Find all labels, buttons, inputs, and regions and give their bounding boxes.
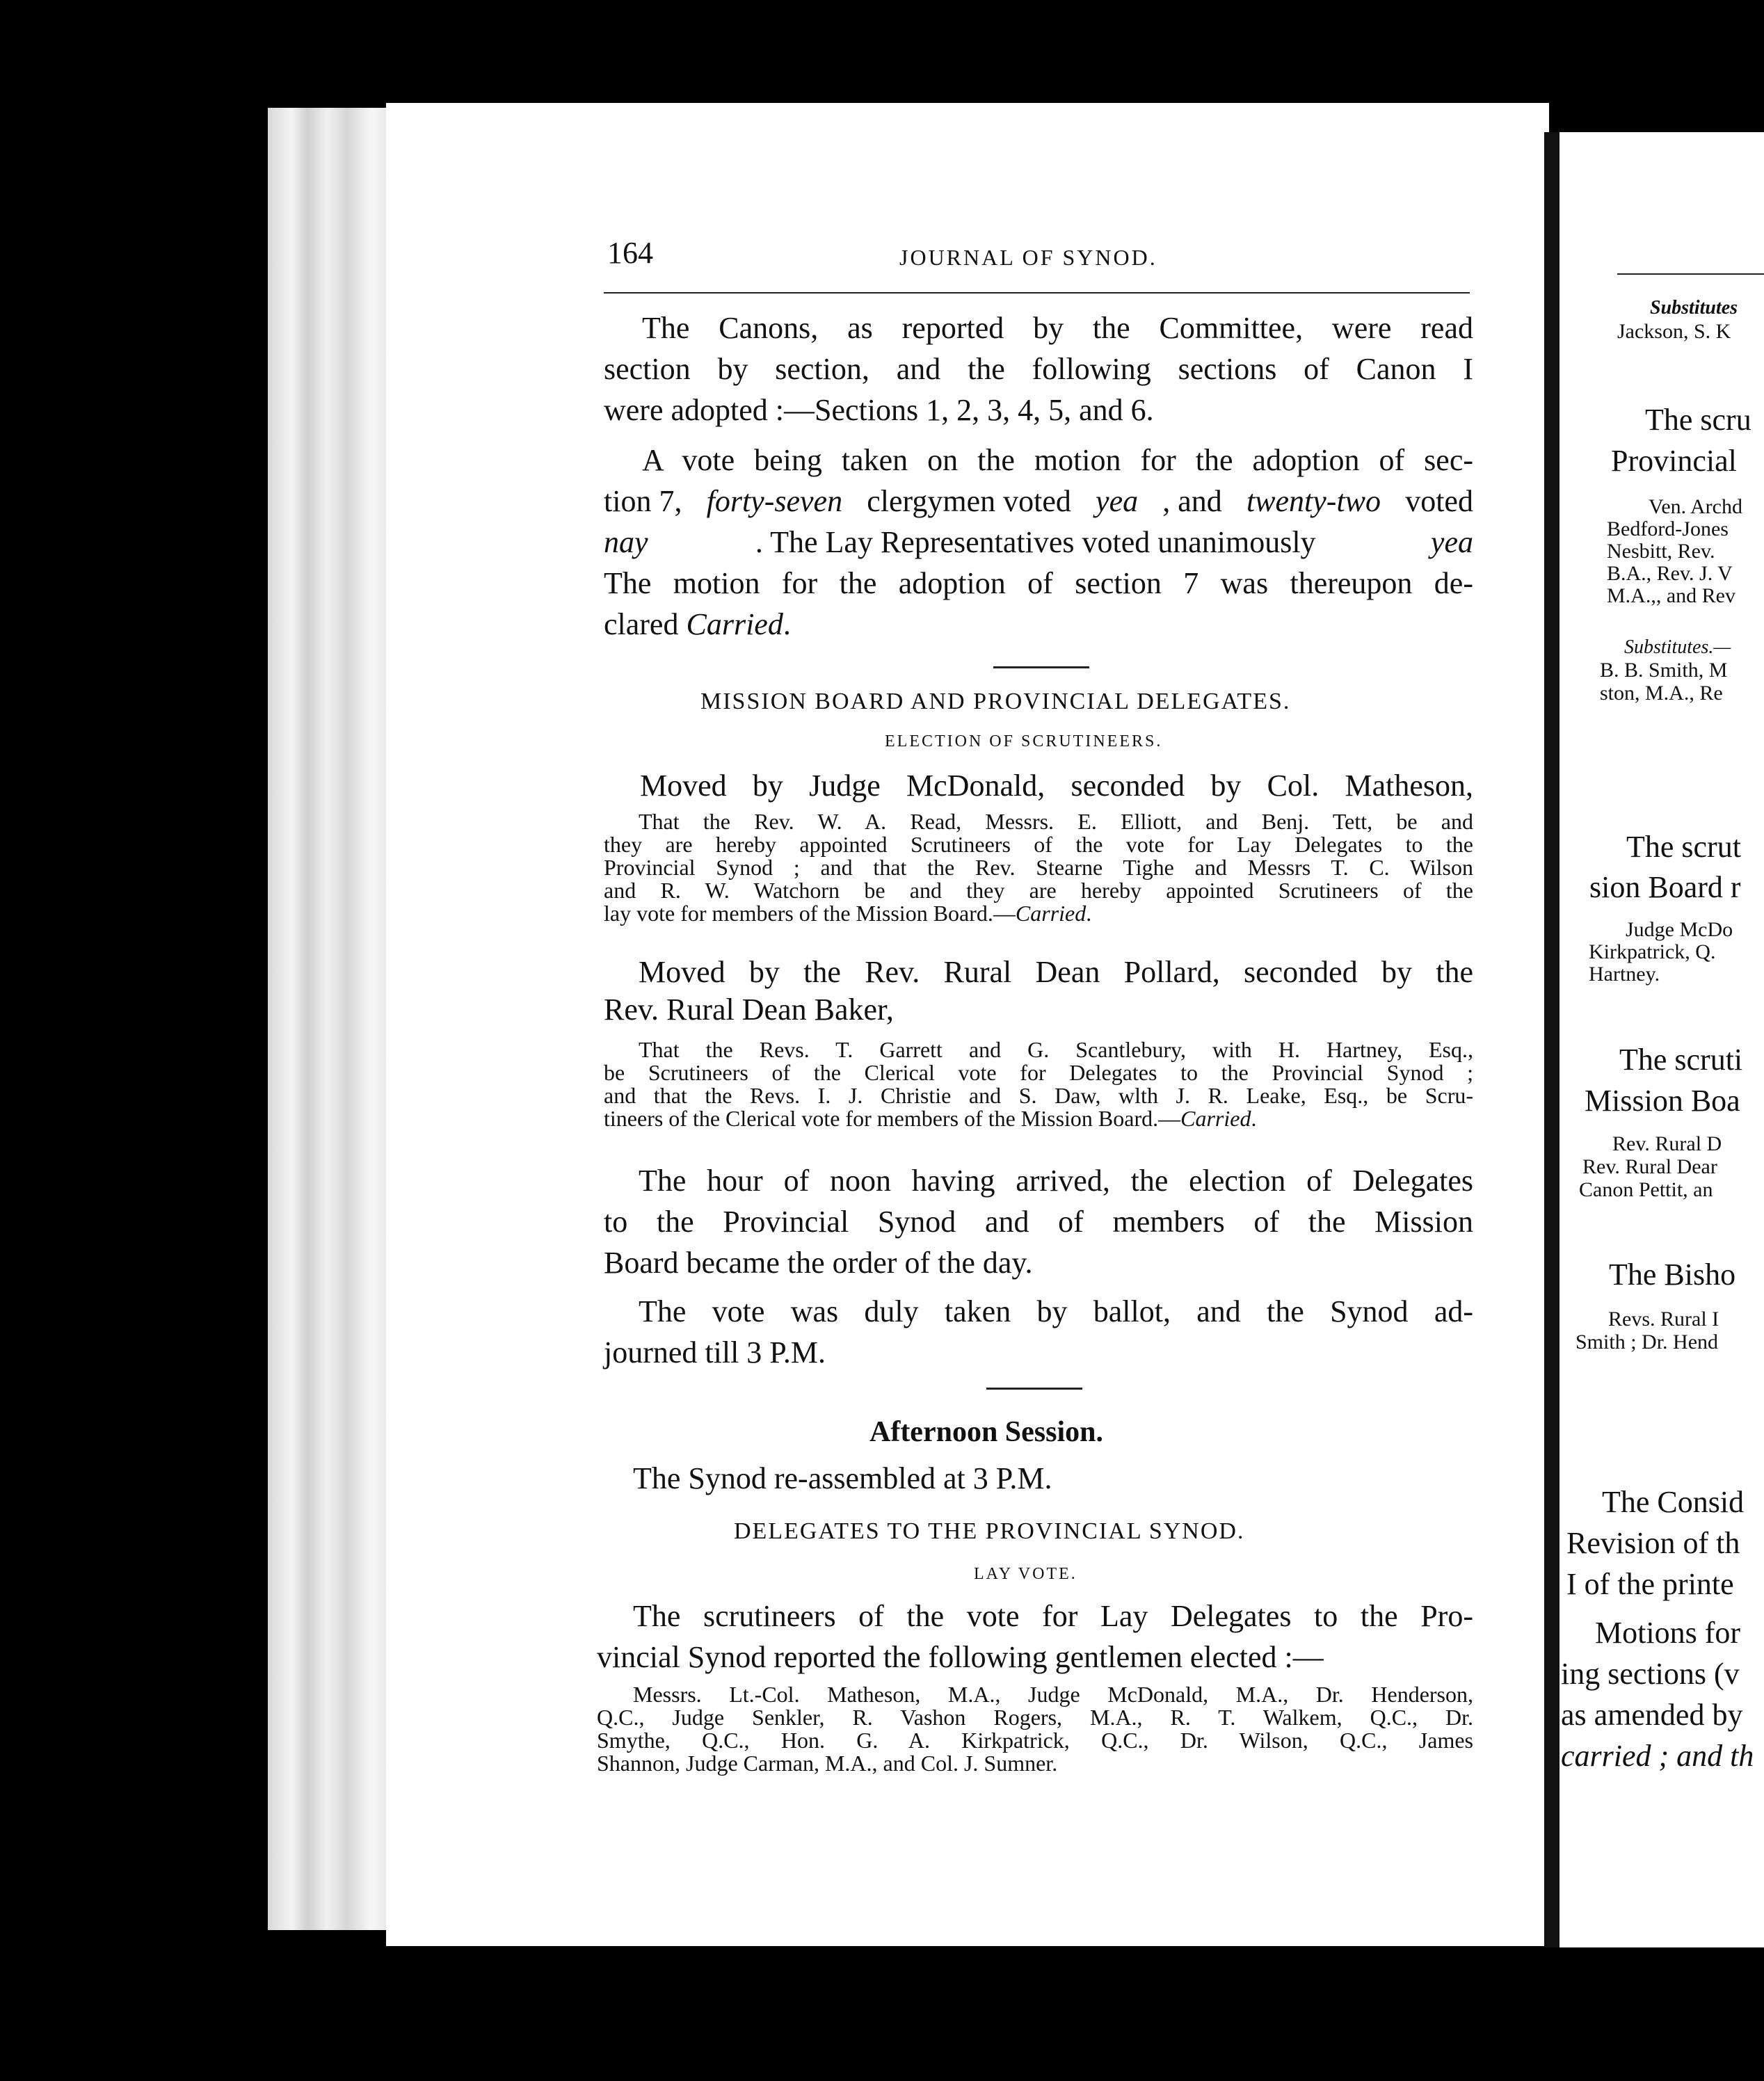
right-line-20: Rev. Rural D — [1612, 1132, 1722, 1155]
paragraph-2-line-3 — [604, 522, 1473, 563]
resolution-1-line-2: they are hereby appointed Scrutineers of the vote for Lay Delegates to the — [604, 832, 1473, 857]
right-line-26: The Consid — [1602, 1485, 1745, 1519]
paragraph-4-line-1: The vote was duly taken by ballot, and the Synod ad- — [639, 1294, 1473, 1328]
carried-label: Carried — [1015, 901, 1087, 926]
paragraph-3-line-1: The hour of noon having arrived, the election of Delegates — [639, 1164, 1473, 1198]
right-line-2: Jackson, S. K — [1617, 320, 1731, 343]
elected-list-line-1: Messrs. Lt.-Col. Matheson, M.A., Judge McDonald, M.A., Dr. Henderson, — [633, 1682, 1473, 1707]
right-line-31: as amended by — [1561, 1698, 1743, 1732]
right-line-19: Mission Boa — [1585, 1084, 1740, 1118]
section-subheading-2: LAY VOTE. — [974, 1565, 1077, 1583]
motion-1: Moved by Judge McDonald, seconded by Col. Matheson, — [640, 769, 1473, 803]
right-line-13: The scrut — [1626, 830, 1741, 864]
right-line-29: Motions for — [1595, 1616, 1740, 1650]
text-run: tineers of the Clerical vote for members of the Mission Board.— — [604, 1106, 1181, 1131]
right-line-5: Ven. Archd — [1649, 495, 1742, 518]
motion-2-line-1: Moved by the Rev. Rural Dean Pollard, seconded by the — [639, 955, 1473, 989]
paragraph-2-line-2 — [604, 481, 1473, 522]
text-run: , and — [1162, 484, 1222, 518]
paragraph-1-line-1: The Canons, as reported by the Committee, were read — [642, 311, 1473, 345]
text-run: . — [1251, 1106, 1257, 1131]
right-line-17: Hartney. — [1589, 963, 1660, 986]
right-line-30: ing sections (v — [1561, 1657, 1740, 1691]
paragraph-2-line-5 — [604, 604, 791, 645]
text-run: . — [1086, 901, 1092, 926]
paragraph-5: The Synod re-assembled at 3 P.M. — [633, 1461, 1052, 1495]
right-header-rule — [1617, 273, 1764, 275]
emphasis: forty-seven — [706, 484, 843, 518]
right-line-16: Kirkpatrick, Q. — [1589, 940, 1716, 963]
right-line-18: The scruti — [1619, 1043, 1743, 1077]
right-line-23: The Bisho — [1609, 1258, 1736, 1292]
resolution-2-line-4 — [604, 1107, 1256, 1130]
elected-list-line-2: Q.C., Judge Senkler, R. Vashon Rogers, M.A., R. T. Walkem, Q.C., Dr. — [597, 1705, 1473, 1730]
page-number: 164 — [607, 236, 653, 270]
emphasis: yea — [1096, 484, 1139, 518]
right-line-11: B. B. Smith, M — [1600, 659, 1728, 682]
right-line-1: Substitutes — [1650, 297, 1738, 319]
session-heading: Afternoon Session. — [869, 1416, 1104, 1448]
right-line-12: ston, M.A., Re — [1600, 682, 1723, 705]
resolution-2-line-3: and that the Revs. I. J. Christie and S. Daw, wlth J. R. Leake, Esq., be Scru- — [604, 1083, 1473, 1108]
header-rule — [604, 292, 1470, 294]
resolution-2-line-2: be Scrutineers of the Clerical vote for Delegates to the Provincial Synod ; — [604, 1060, 1473, 1085]
text-run: . The Lay Representatives voted unanimously — [755, 525, 1324, 559]
carried-label: Carried — [1180, 1106, 1251, 1131]
emphasis: yea — [1430, 525, 1473, 559]
paragraph-3-line-2: to the Provincial Synod and of members of the Mission — [604, 1205, 1473, 1239]
right-line-27: Revision of th — [1566, 1526, 1740, 1560]
text-run: . — [783, 607, 791, 641]
paragraph-2-line-1: A vote being taken on the motion for the adoption of sec- — [642, 443, 1473, 477]
emphasis: nay — [604, 525, 648, 559]
right-line-15: Judge McDo — [1626, 918, 1733, 941]
paragraph-4-line-2: journed till 3 P.M. — [604, 1335, 826, 1369]
resolution-1-line-4: and R. W. Watchorn be and they are hereby appointed Scrutineers of the — [604, 878, 1473, 903]
right-line-9: M.A.,, and Rev — [1607, 584, 1735, 607]
resolution-1-line-1: That the Rev. W. A. Read, Messrs. E. Elliott, and Benj. Tett, be and — [639, 809, 1473, 834]
section-subheading: ELECTION OF SCRUTINEERS. — [885, 732, 1163, 750]
right-line-28: I of the printe — [1566, 1567, 1734, 1601]
running-title: JOURNAL OF SYNOD. — [899, 245, 1157, 270]
right-line-3: The scru — [1645, 403, 1751, 437]
elected-list-line-4: Shannon, Judge Carman, M.A., and Col. J. Sumner. — [597, 1751, 1058, 1776]
section-divider — [986, 1388, 1082, 1390]
text-run: clergymen voted — [867, 484, 1071, 518]
section-heading-2: DELEGATES TO THE PROVINCIAL SYNOD. — [734, 1518, 1245, 1544]
right-line-4: Provincial — [1611, 444, 1737, 478]
paragraph-1-line-3: were adopted :—Sections 1, 2, 3, 4, 5, and 6. — [604, 393, 1154, 427]
paragraph-3-line-3: Board became the order of the day. — [604, 1246, 1033, 1280]
emphasis: twenty-two — [1246, 484, 1381, 518]
right-line-10: Substitutes.— — [1624, 636, 1731, 658]
right-line-14: sion Board r — [1589, 870, 1741, 904]
paragraph-6-line-1: The scrutineers of the vote for Lay Delegates to the Pro- — [633, 1599, 1473, 1633]
right-line-21: Rev. Rural Dear — [1582, 1155, 1717, 1178]
emphasis: Carried — [686, 607, 783, 641]
right-line-25: Smith ; Dr. Hend — [1575, 1331, 1719, 1353]
section-heading: MISSION BOARD AND PROVINCIAL DELEGATES. — [700, 689, 1291, 714]
paragraph-1-line-2: section by section, and the following sections of Canon I — [604, 352, 1473, 386]
book-gutter — [1544, 132, 1559, 1947]
page-edges-stack — [268, 108, 400, 1930]
right-line-7: Nesbitt, Rev. — [1607, 540, 1715, 563]
right-line-8: B.A., Rev. J. V — [1607, 562, 1733, 585]
right-line-32: carried ; and th — [1561, 1739, 1754, 1773]
right-line-22: Canon Pettit, an — [1579, 1178, 1713, 1201]
right-line-24: Revs. Rural I — [1608, 1308, 1719, 1331]
text-run: clared — [604, 607, 687, 641]
section-divider — [993, 666, 1089, 668]
paragraph-6-line-2: vincial Synod reported the following gentlemen elected :— — [597, 1640, 1324, 1674]
right-line-6: Bedford-Jones — [1607, 517, 1729, 540]
paragraph-2-line-4: The motion for the adoption of section 7 was thereupon de- — [604, 566, 1473, 600]
text-run: tion 7, — [604, 484, 682, 518]
resolution-1-line-3: Provincial Synod ; and that the Rev. Stearne Tighe and Messrs T. C. Wilson — [604, 855, 1473, 880]
motion-2-line-2: Rev. Rural Dean Baker, — [604, 993, 894, 1027]
resolution-1-line-5 — [604, 902, 1091, 925]
text-run: voted — [1405, 484, 1473, 518]
elected-list-line-3: Smythe, Q.C., Hon. G. A. Kirkpatrick, Q.C., Dr. Wilson, Q.C., James — [597, 1728, 1473, 1753]
resolution-2-line-1: That the Revs. T. Garrett and G. Scantlebury, with H. Hartney, Esq., — [639, 1037, 1473, 1062]
text-run: lay vote for members of the Mission Board.— — [604, 901, 1016, 926]
